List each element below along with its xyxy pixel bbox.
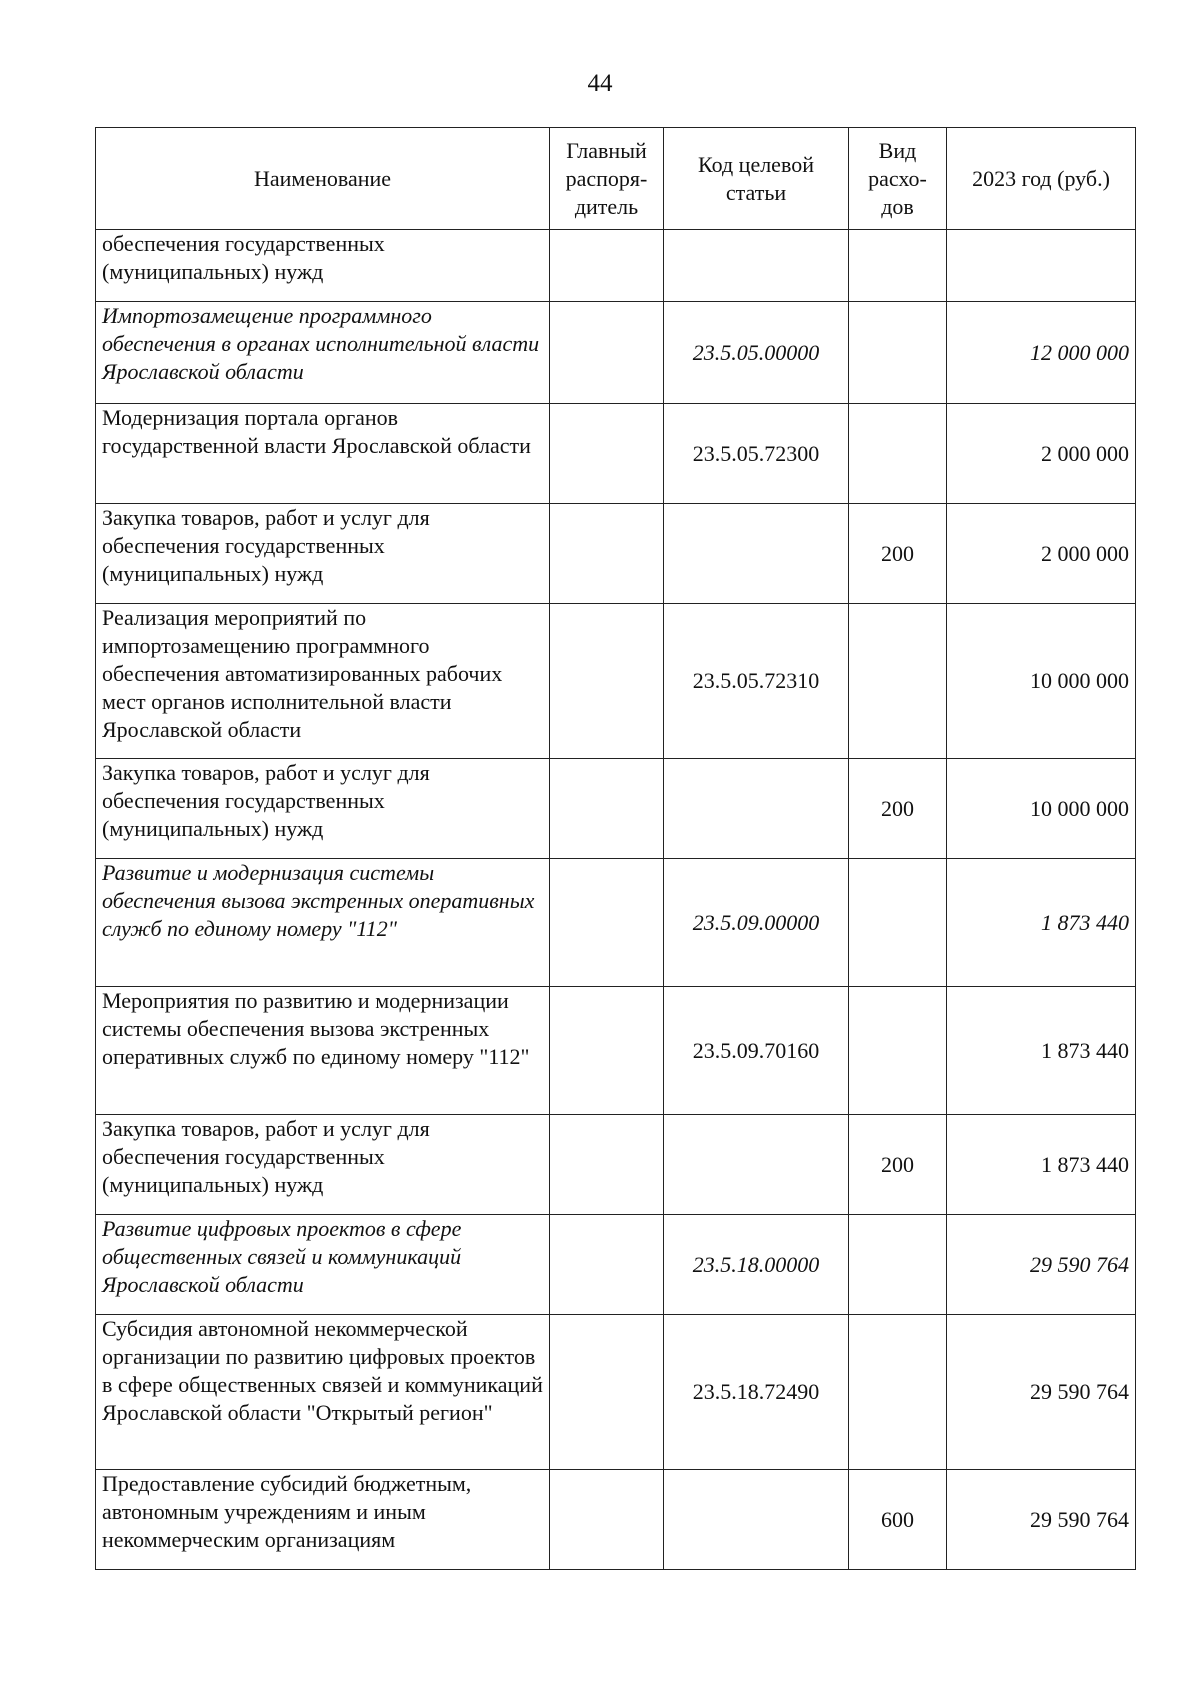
cell-amount: 29 590 764 [947,1470,1136,1570]
header-amount: 2023 год (руб.) [947,128,1136,230]
cell-kind [849,1315,947,1470]
cell-manager [550,1315,664,1470]
table-row [96,987,1136,1115]
header-code: Код целевой статьи [664,128,849,230]
table-row [96,504,1136,604]
cell-amount: 2 000 000 [947,504,1136,604]
cell-code [664,1115,849,1215]
cell-amount: 12 000 000 [947,302,1136,404]
cell-kind [849,230,947,302]
cell-code [664,504,849,604]
table-row [96,404,1136,504]
cell-manager [550,604,664,759]
cell-manager [550,859,664,987]
cell-code: 23.5.18.00000 [664,1215,849,1315]
cell-code: 23.5.18.72490 [664,1315,849,1470]
cell-amount: 29 590 764 [947,1215,1136,1315]
cell-amount: 10 000 000 [947,759,1136,859]
cell-kind [849,302,947,404]
cell-code [664,230,849,302]
header-kind: Вид расхо-дов [849,128,947,230]
cell-name: Импортозамещение программного обеспечения в органах исполнительной власти Ярославской области [96,302,550,404]
cell-kind [849,404,947,504]
page-number: 44 [587,70,613,97]
table-row [96,859,1136,987]
cell-code: 23.5.05.72310 [664,604,849,759]
cell-kind: 600 [849,1470,947,1570]
cell-manager [550,987,664,1115]
cell-amount: 29 590 764 [947,1315,1136,1470]
cell-amount [947,230,1136,302]
cell-name: Модернизация портала органов государственной власти Ярославской области [96,404,550,504]
cell-name: обеспечения государственных (муниципальных) нужд [96,230,550,302]
cell-manager [550,1215,664,1315]
cell-name: Закупка товаров, работ и услуг для обеспечения государственных (муниципальных) нужд [96,504,550,604]
cell-code [664,759,849,859]
cell-manager [550,504,664,604]
table-row [96,1215,1136,1315]
cell-kind: 200 [849,1115,947,1215]
cell-code: 23.5.09.00000 [664,859,849,987]
cell-manager [550,230,664,302]
cell-kind [849,859,947,987]
cell-amount: 1 873 440 [947,1115,1136,1215]
cell-code: 23.5.09.70160 [664,987,849,1115]
cell-code: 23.5.05.72300 [664,404,849,504]
cell-manager [550,1470,664,1570]
cell-amount: 2 000 000 [947,404,1136,504]
table-row [96,1315,1136,1470]
table-row [96,604,1136,759]
budget-table [95,127,1136,1570]
header-name: Наименование [96,128,550,230]
cell-manager [550,404,664,504]
cell-name: Предоставление субсидий бюджетным, автономным учреждениям и иным некоммерческим организациям [96,1470,550,1570]
table-header-row [96,128,1136,230]
table-row [96,230,1136,302]
cell-code [664,1470,849,1570]
cell-manager [550,1115,664,1215]
table-row [96,1470,1136,1570]
table-row [96,1115,1136,1215]
table-body [96,230,1136,1570]
cell-code: 23.5.05.00000 [664,302,849,404]
cell-kind [849,987,947,1115]
cell-kind [849,1215,947,1315]
header-manager: Главный распоря-дитель [550,128,664,230]
table-row [96,302,1136,404]
cell-name: Закупка товаров, работ и услуг для обеспечения государственных (муниципальных) нужд [96,759,550,859]
cell-name: Реализация мероприятий по импортозамещению программного обеспечения автоматизированных рабочих мест органов исполнительной власти Ярославской области [96,604,550,759]
cell-amount: 1 873 440 [947,987,1136,1115]
cell-name: Развитие и модернизация системы обеспечения вызова экстренных оперативных служб по единому номеру "112" [96,859,550,987]
cell-amount: 10 000 000 [947,604,1136,759]
cell-name: Закупка товаров, работ и услуг для обеспечения государственных (муниципальных) нужд [96,1115,550,1215]
cell-name: Развитие цифровых проектов в сфере общественных связей и коммуникаций Ярославской области [96,1215,550,1315]
cell-name: Субсидия автономной некоммерческой организации по развитию цифровых проектов в сфере общественных связей и коммуникаций Ярославской области "Открытый регион" [96,1315,550,1470]
cell-kind: 200 [849,504,947,604]
cell-name: Мероприятия по развитию и модернизации системы обеспечения вызова экстренных оперативных служб по единому номеру "112" [96,987,550,1115]
cell-manager [550,302,664,404]
cell-kind [849,604,947,759]
cell-amount: 1 873 440 [947,859,1136,987]
table-row [96,759,1136,859]
cell-manager [550,759,664,859]
cell-kind: 200 [849,759,947,859]
